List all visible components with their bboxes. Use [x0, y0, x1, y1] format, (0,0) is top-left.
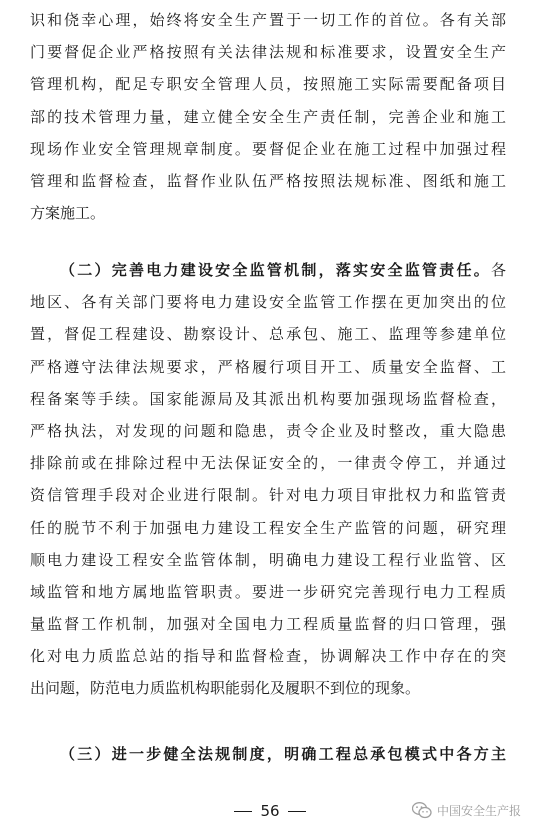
page-number: [225, 796, 315, 826]
section-2: [30, 254, 506, 705]
text-line: 域监管和地方属地监管职责。要进一步研究完善现行电力工程质: [30, 582, 506, 601]
wechat-icon: [412, 802, 432, 819]
text-line: 严格遵守法律法规要求，严格履行项目开工、质量安全监督、工: [30, 357, 506, 376]
page-number-value: 56: [260, 802, 280, 820]
text-line: 资信管理手段对企业进行限制。针对电力项目审批权力和监管责: [30, 486, 506, 505]
dash-right: [288, 811, 306, 812]
dash-left: [234, 811, 252, 812]
section-2-first-line-rest: 各: [490, 261, 506, 279]
text-line: 管理和监督检查，监督作业队伍严格按照法规标准、图纸和施工: [30, 171, 506, 190]
text-line: 顺电力建设工程安全监管体制，明确电力建设工程行业监管、区: [30, 550, 506, 569]
text-line: 置，督促工程建设、勘察设计、总承包、施工、监理等参建单位: [30, 325, 506, 344]
text-line: 排除前或在排除过程中无法保证安全的，一律责令停工，并通过: [30, 454, 506, 473]
text-line: 程备案等手续。国家能源局及其派出机构要加强现场监督检查，: [30, 389, 506, 408]
section-2-first-line: [30, 254, 506, 286]
watermark-text: 中国安全生产报: [436, 803, 521, 818]
text-line: 门要督促企业严格按照有关法律法规和标准要求，设置安全生产: [30, 43, 506, 62]
text-line: 出问题，防范电力质监机构职能弱化及履职不到位的现象。: [30, 679, 421, 698]
text-line: 量监督工作机制，加强对全国电力工程质量监督的归口管理，强: [30, 615, 506, 634]
text-line: 部的技术管理力量，建立健全安全生产责任制，完善企业和施工: [30, 107, 506, 126]
text-line: 现场作业安全管理规章制度。要督促企业在施工过程中加强过程: [30, 139, 506, 158]
text-line: 任的脱节不利于加强电力建设工程安全生产监管的问题，研究理: [30, 518, 506, 537]
watermark: [412, 798, 521, 822]
section-3: [30, 738, 506, 770]
paragraph-1: [30, 4, 506, 229]
section-3-first-line: [30, 738, 506, 770]
text-line: 识和侥幸心理，始终将安全生产置于一切工作的首位。各有关部: [30, 11, 506, 29]
section-2-heading: （二）完善电力建设安全监管机制，落实安全监管责任。: [60, 261, 491, 279]
section-3-heading: （三）进一步健全法规制度，明确工程总承包模式中各方主: [60, 745, 506, 763]
text-line: 严格执法，对发现的问题和隐患，责令企业及时整改，重大隐患: [30, 421, 506, 440]
text-line: 地区、各有关部门要将电力建设安全监管工作摆在更加突出的位: [30, 293, 506, 312]
text-line: 方案施工。: [30, 204, 106, 223]
text-line: 化对电力质监总站的指导和监督检查，协调解决工作中存在的突: [30, 647, 506, 666]
text-line: 管理机构，配足专职安全管理人员，按照施工实际需要配备项目: [30, 75, 506, 94]
